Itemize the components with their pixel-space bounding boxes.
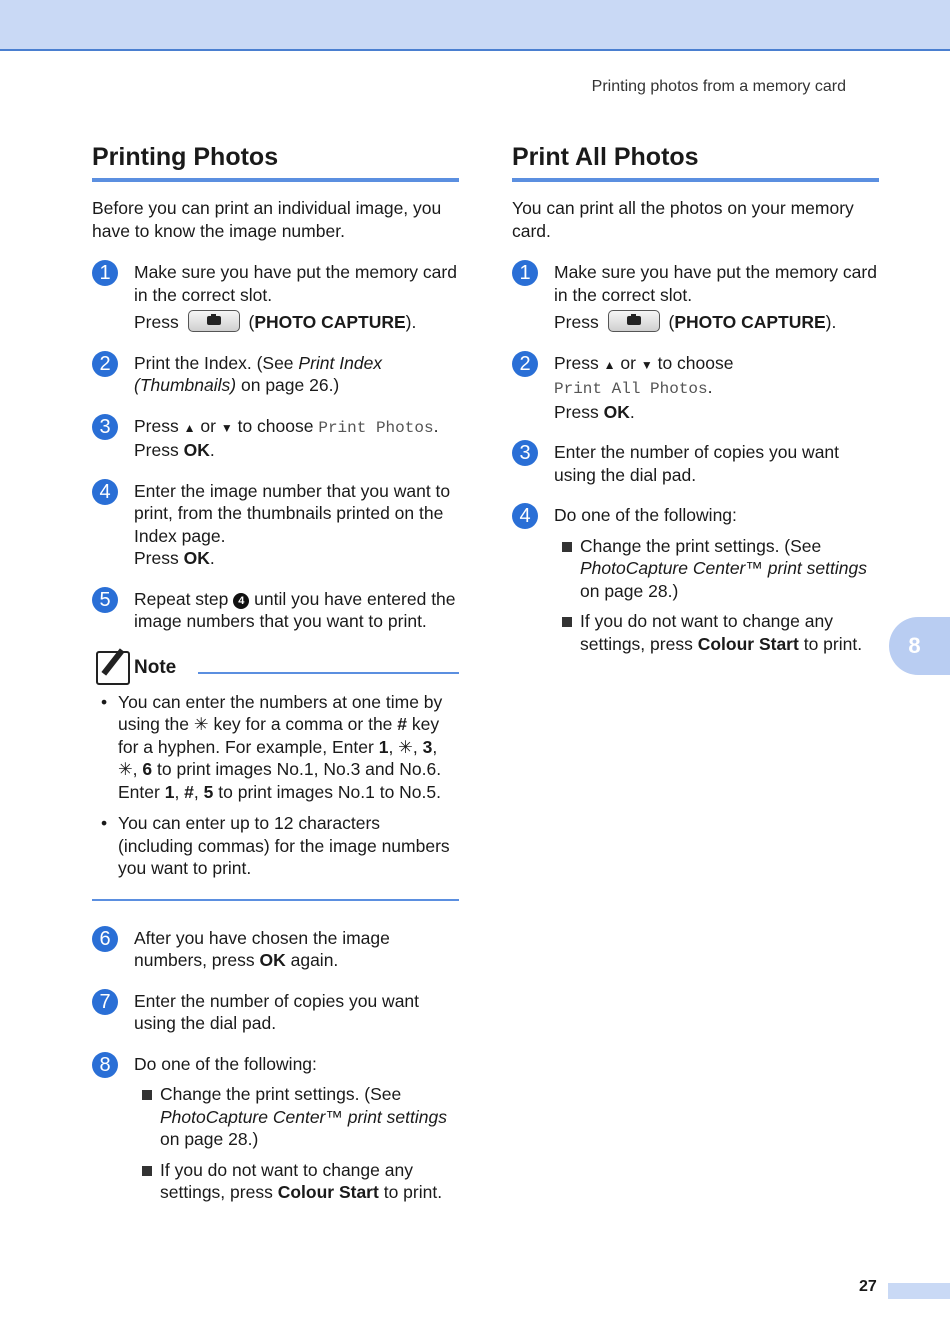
step-5 bbox=[92, 588, 459, 633]
step-number-badge: 5 bbox=[92, 587, 118, 613]
note-label: Note bbox=[134, 656, 177, 678]
left-column bbox=[92, 142, 459, 1222]
step-4 bbox=[92, 480, 459, 570]
note-item: • You can enter the numbers at one time by using the ✳ key for a comma or the # key for a hyphen. For example, Enter 1, ✳, 3, ✳, 6 to print images No.1, No.3 and No.6. Enter 1, #, 5 to print images No.1 to No.5. bbox=[92, 691, 459, 804]
note-divider bbox=[198, 672, 459, 674]
step-number-badge: 4 bbox=[92, 479, 118, 505]
step-reference-badge: 4 bbox=[233, 593, 249, 609]
option-bullet: If you do not want to change any settings, press Colour Start to print. bbox=[554, 610, 879, 655]
running-header: Printing photos from a memory card bbox=[591, 78, 846, 95]
option-bullet: Change the print settings. (See PhotoCapture Center™ print settings on page 28.) bbox=[134, 1083, 459, 1151]
step-text: Do one of the following: bbox=[134, 1053, 317, 1074]
section-title-printing-photos: Printing Photos bbox=[92, 142, 459, 182]
step-text: Enter the number of copies you want using the dial pad. bbox=[134, 990, 420, 1033]
section-title-print-all-photos: Print All Photos bbox=[512, 142, 879, 182]
step-number-badge: 2 bbox=[92, 351, 118, 377]
step-6 bbox=[92, 927, 459, 972]
step-text: Enter the number of copies you want using the dial pad. bbox=[554, 442, 840, 485]
step-text: Repeat step 4 until you have entered the image numbers that you want to print. bbox=[134, 588, 456, 631]
option-bullet: If you do not want to change any settings, press Colour Start to print. bbox=[134, 1159, 459, 1204]
step-number-badge: 8 bbox=[92, 1052, 118, 1078]
step-8 bbox=[92, 1053, 459, 1204]
up-arrow-icon: ▲ bbox=[603, 357, 616, 372]
step-text: Press ▲ or ▼ to choose Print All Photos. Press OK. bbox=[554, 352, 734, 422]
step-4 bbox=[512, 504, 879, 655]
step-press-line: Press (PHOTO CAPTURE). bbox=[554, 312, 837, 332]
lcd-menu-text: Print All Photos bbox=[554, 380, 708, 398]
step-number-badge: 2 bbox=[512, 351, 538, 377]
step-number-badge: 1 bbox=[512, 260, 538, 286]
photo-capture-label: PHOTO CAPTURE bbox=[254, 312, 406, 332]
cross-reference-link[interactable]: PhotoCapture Center™ print settings bbox=[580, 558, 867, 578]
step-2 bbox=[92, 352, 459, 397]
cross-reference-link[interactable]: Print Index (Thumbnails) bbox=[134, 352, 383, 395]
step-number-badge: 7 bbox=[92, 989, 118, 1015]
step-text: Enter the image number that you want to print, from the thumbnails printed on the Index page. Press OK. bbox=[134, 480, 451, 568]
top-header-band bbox=[0, 0, 950, 51]
note-header bbox=[92, 651, 459, 685]
step-7 bbox=[92, 990, 459, 1035]
intro-text: You can print all the photos on your memory card. bbox=[512, 198, 854, 241]
step-text: Press ▲ or ▼ to choose Print Photos. Press OK. bbox=[134, 415, 439, 460]
note-list bbox=[92, 691, 459, 901]
up-arrow-icon: ▲ bbox=[183, 420, 196, 435]
down-arrow-icon: ▼ bbox=[640, 357, 653, 372]
step-number-badge: 4 bbox=[512, 503, 538, 529]
star-key-icon: ✳ bbox=[193, 714, 209, 734]
step-3 bbox=[92, 415, 459, 462]
step-press-line: Press (PHOTO CAPTURE). bbox=[134, 312, 417, 332]
intro-text: Before you can print an individual image, you have to know the image number. bbox=[92, 198, 442, 241]
step-text: Do one of the following: bbox=[554, 505, 737, 525]
camera-button-icon bbox=[188, 310, 240, 332]
step-number-badge: 1 bbox=[92, 260, 118, 286]
note-box bbox=[92, 651, 459, 901]
note-item: • You can enter up to 12 characters (including commas) for the image numbers you want to print. bbox=[92, 812, 459, 880]
camera-button-icon bbox=[608, 310, 660, 332]
step-1 bbox=[92, 261, 459, 334]
step-text: Make sure you have put the memory card in the correct slot. bbox=[554, 262, 877, 305]
down-arrow-icon: ▼ bbox=[220, 420, 233, 435]
step-text: Print the Index. (See Print Index (Thumbnails) on page 26.) bbox=[134, 352, 383, 395]
lcd-menu-text: Print Photos bbox=[318, 418, 434, 437]
step-3 bbox=[512, 441, 879, 486]
step-number-badge: 6 bbox=[92, 926, 118, 952]
right-column bbox=[512, 142, 879, 673]
note-pencil-icon bbox=[96, 651, 130, 685]
option-bullet: Change the print settings. (See PhotoCapture Center™ print settings on page 28.) bbox=[554, 535, 879, 603]
photo-capture-label: PHOTO CAPTURE bbox=[674, 312, 826, 332]
step-text: After you have chosen the image numbers, press OK again. bbox=[134, 927, 390, 970]
step-2 bbox=[512, 352, 879, 424]
step-number-badge: 3 bbox=[512, 440, 538, 466]
step-1 bbox=[512, 261, 879, 334]
page-footer-bar bbox=[888, 1283, 950, 1299]
step-number-badge: 3 bbox=[92, 414, 118, 440]
cross-reference-link[interactable]: PhotoCapture Center™ print settings bbox=[160, 1106, 447, 1127]
chapter-tab: 8 bbox=[889, 617, 950, 675]
page-number: 27 bbox=[859, 1278, 877, 1295]
step-text: Make sure you have put the memory card in the correct slot. bbox=[134, 262, 457, 305]
